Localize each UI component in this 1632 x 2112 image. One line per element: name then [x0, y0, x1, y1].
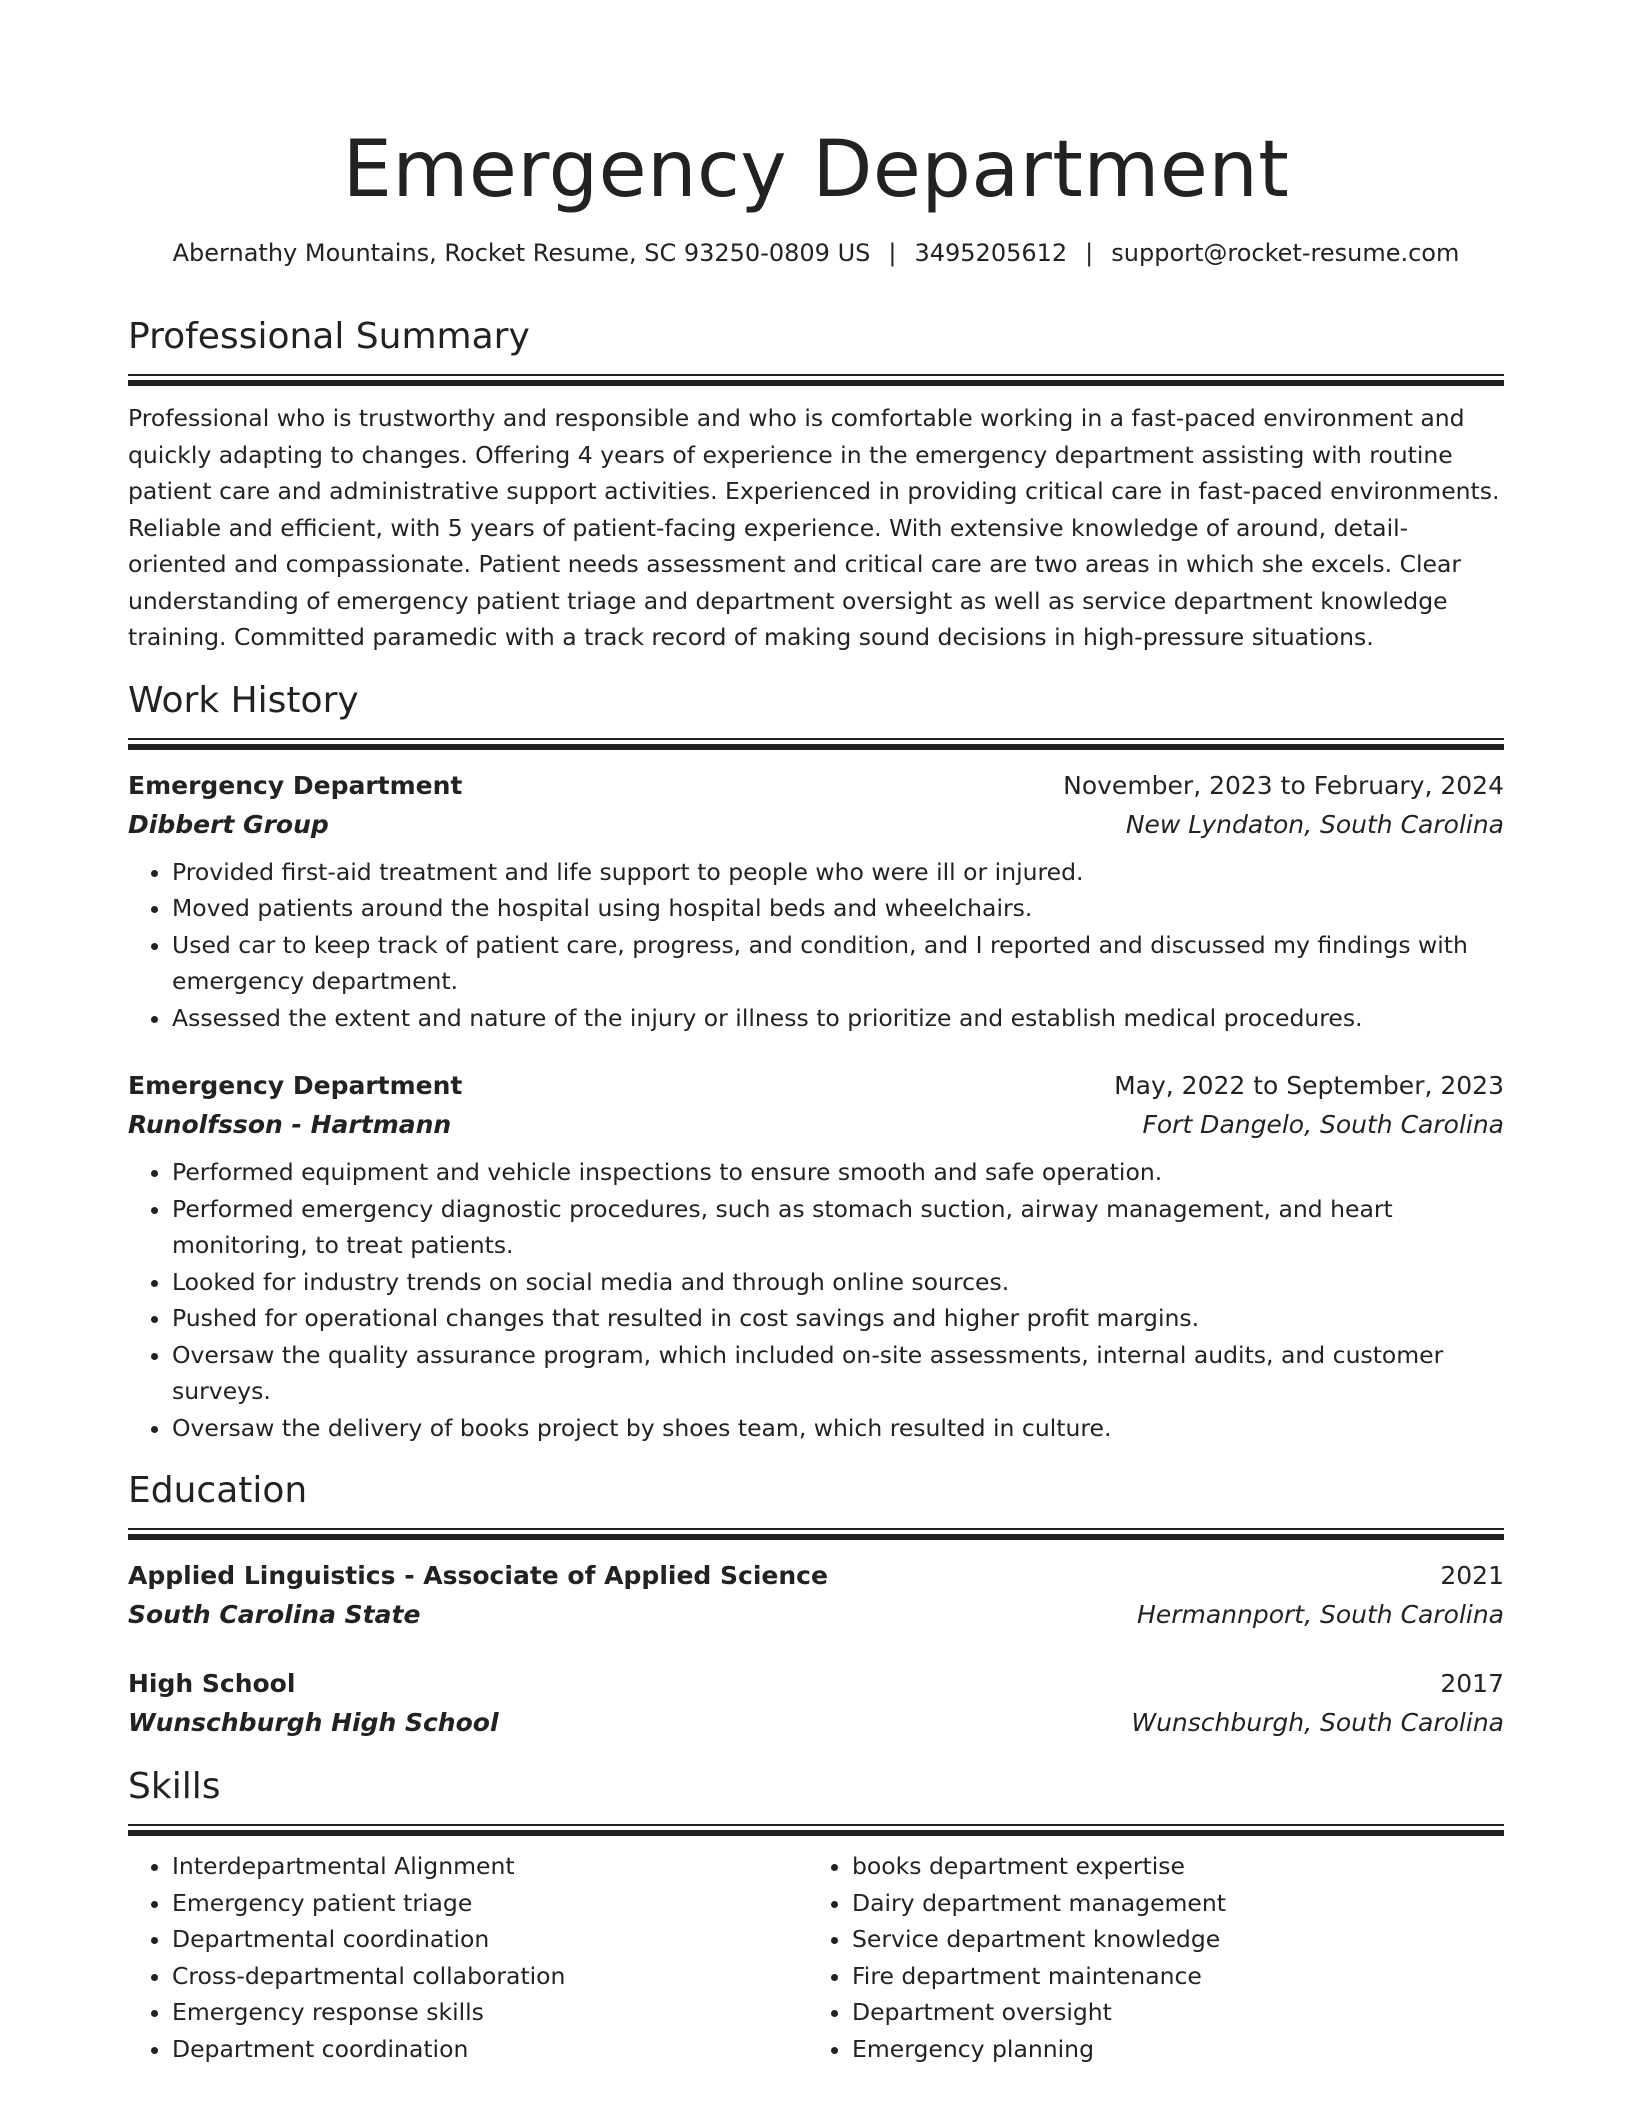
section-divider	[128, 1528, 1504, 1540]
contact-email: support@rocket-resume.com	[1111, 239, 1460, 267]
skill-item: • Cross-departmental collaboration	[172, 1958, 808, 1995]
list-item: • Pushed for operational changes that resulted in cost savings and higher profit margins.	[172, 1300, 1504, 1337]
list-item: • Provided first-aid treatment and life support to people who were ill or injured.	[172, 854, 1504, 891]
contact-line	[128, 236, 1504, 270]
skill-item: • Fire department maintenance	[852, 1958, 1488, 1995]
job-company: Runolfsson - Hartmann	[128, 1110, 452, 1139]
education-entry	[128, 1664, 1504, 1742]
section-title-education: Education	[128, 1470, 308, 1511]
contact-separator: |	[1085, 239, 1094, 267]
skill-item: • Interdepartmental Alignment	[172, 1848, 808, 1885]
skills-section	[128, 1764, 1504, 2067]
education-school: South Carolina State	[128, 1600, 421, 1629]
list-item: • Used car to keep track of patient care, progress, and condition, and I reported and discussed my findings with emergency department.	[172, 927, 1504, 1000]
education-location: Hermannport, South Carolina	[1137, 1600, 1504, 1629]
job-dates: November, 2023 to February, 2024	[1063, 770, 1504, 800]
skill-item: • Departmental coordination	[172, 1921, 808, 1958]
resume-name: Emergency Department	[342, 125, 1290, 215]
section-title-work: Work History	[128, 679, 359, 721]
job-title: Emergency Department	[128, 1071, 463, 1100]
job-location: New Lyndaton, South Carolina	[1125, 809, 1504, 839]
skills-column-left	[128, 1848, 808, 2067]
skill-item: • Department coordination	[172, 2031, 808, 2068]
summary-text: Professional who is trustworthy and responsible and who is comfortable working in a fast-paced environment and quickly adapting to changes. Offering 4 years of experience in the emergency department assisting with routine patient care and administrative support activities. Experienced in providing critical care in fast-paced environments. Reliable and efficient, with 5 years of patient-facing experience. With extensive knowledge of around, detail-oriented and compassionate. Patient needs assessment and critical care are two areas in which she excels. Clear understanding of emergency patient triage and department oversight as well as service department knowledge training. Committed paramedic with a track record of making sound decisions in high-pressure situations.	[128, 404, 1500, 651]
list-item: • Assessed the extent and nature of the injury or illness to prioritize and establish medical procedures.	[172, 1000, 1504, 1037]
skill-item: • Emergency response skills	[172, 1994, 808, 2031]
job-bullets	[128, 854, 1504, 1037]
section-divider	[128, 1824, 1504, 1836]
skills-list	[128, 1848, 1504, 2067]
resume-page	[128, 120, 1504, 2067]
list-item: • Looked for industry trends on social media and through online sources.	[172, 1264, 1504, 1301]
list-item: • Oversaw the delivery of books project by shoes team, which resulted in culture.	[172, 1410, 1504, 1447]
skills-column-right	[808, 1848, 1488, 2067]
skill-item: • Emergency patient triage	[172, 1885, 808, 1922]
education-degree: Applied Linguistics - Associate of Applied Science	[128, 1561, 828, 1590]
job-entry	[128, 766, 1504, 1037]
contact-phone: 3495205612	[914, 239, 1068, 267]
education-location: Wunschburgh, South Carolina	[1131, 1708, 1504, 1737]
job-bullets	[128, 1154, 1504, 1446]
job-entry	[128, 1066, 1504, 1446]
work-section	[128, 678, 1504, 1447]
contact-separator: |	[888, 239, 897, 267]
skill-item: • Dairy department management	[852, 1885, 1488, 1922]
education-section	[128, 1468, 1504, 1742]
education-entry	[128, 1556, 1504, 1634]
list-item: • Performed emergency diagnostic procedures, such as stomach suction, airway management, and heart monitoring, to treat patients.	[172, 1191, 1504, 1264]
section-title-skills: Skills	[128, 1766, 221, 1807]
education-school: Wunschburgh High School	[128, 1708, 499, 1737]
education-year: 2021	[1440, 1561, 1504, 1590]
summary-section	[128, 314, 1504, 656]
job-location: Fort Dangelo, South Carolina	[1142, 1110, 1504, 1139]
list-item: • Moved patients around the hospital using hospital beds and wheelchairs.	[172, 890, 1504, 927]
skill-item: • Department oversight	[852, 1994, 1488, 2031]
list-item: • Oversaw the quality assurance program, which included on-site assessments, internal audits, and customer surveys.	[172, 1337, 1504, 1410]
section-title-summary: Professional Summary	[128, 316, 530, 357]
section-divider	[128, 738, 1504, 750]
job-title: Emergency Department	[128, 770, 463, 800]
education-degree: High School	[128, 1669, 296, 1698]
job-dates: May, 2022 to September, 2023	[1114, 1071, 1504, 1100]
skill-item: • Service department knowledge	[852, 1921, 1488, 1958]
skill-item: • books department expertise	[852, 1848, 1488, 1885]
job-company: Dibbert Group	[128, 809, 329, 839]
education-year: 2017	[1440, 1669, 1504, 1698]
skill-item: • Emergency planning	[852, 2031, 1488, 2068]
section-divider	[128, 374, 1504, 386]
list-item: • Performed equipment and vehicle inspections to ensure smooth and safe operation.	[172, 1154, 1504, 1191]
contact-address: Abernathy Mountains, Rocket Resume, SC 93250-0809 US	[172, 239, 871, 267]
